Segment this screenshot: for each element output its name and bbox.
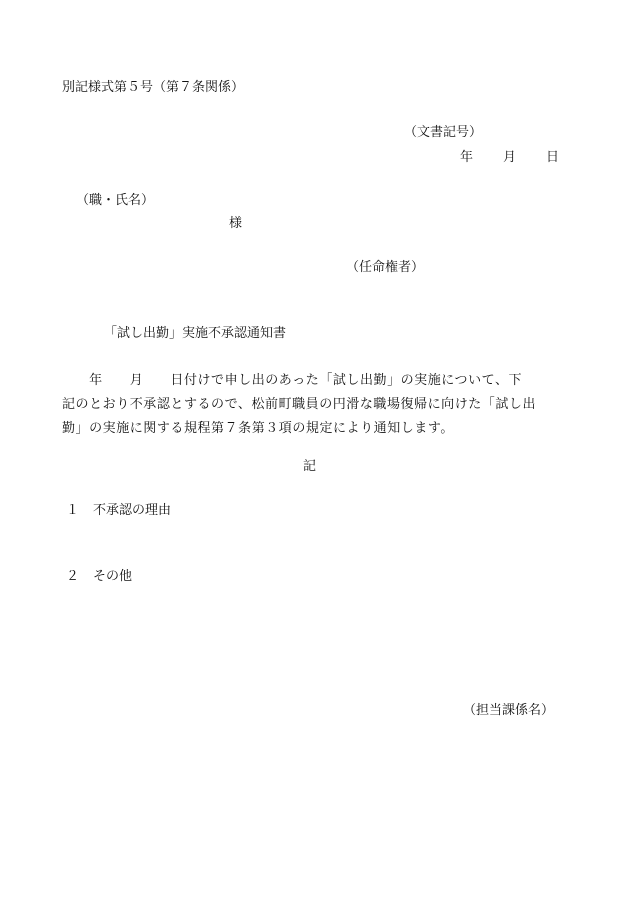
document-title: 「試し出勤」実施不承認通知書 — [104, 326, 287, 341]
date-day-label: 日 — [546, 150, 560, 165]
date-year-label: 年 — [460, 150, 474, 165]
form-label: 別記様式第５号（第７条関係） — [62, 80, 245, 95]
appointer-label: （任命権者） — [346, 260, 425, 275]
body-line: 勤」の実施に関する規程第７条第３項の規定により通知します。 — [62, 421, 454, 436]
body-line: 年 月 日付けで申し出のあった「試し出勤」の実施について、下 — [62, 373, 523, 388]
contact-section-label: （担当課係名） — [463, 703, 555, 718]
ki-label: 記 — [303, 459, 317, 474]
body-line: 記のとおり不承認とするので、松前町職員の円滑な職場復帰に向けた「試し出 — [62, 397, 536, 412]
recipient-title-name-label: （職・氏名） — [76, 193, 155, 208]
item-number: １ — [66, 503, 80, 518]
body-paragraph — [62, 369, 582, 441]
item-number: ２ — [66, 569, 80, 584]
item-label: 不承認の理由 — [93, 503, 172, 518]
document-number-label: （文書記号） — [404, 125, 483, 140]
item-label: その他 — [93, 569, 133, 584]
recipient-honorific: 様 — [229, 216, 243, 231]
date-month-label: 月 — [503, 150, 517, 165]
